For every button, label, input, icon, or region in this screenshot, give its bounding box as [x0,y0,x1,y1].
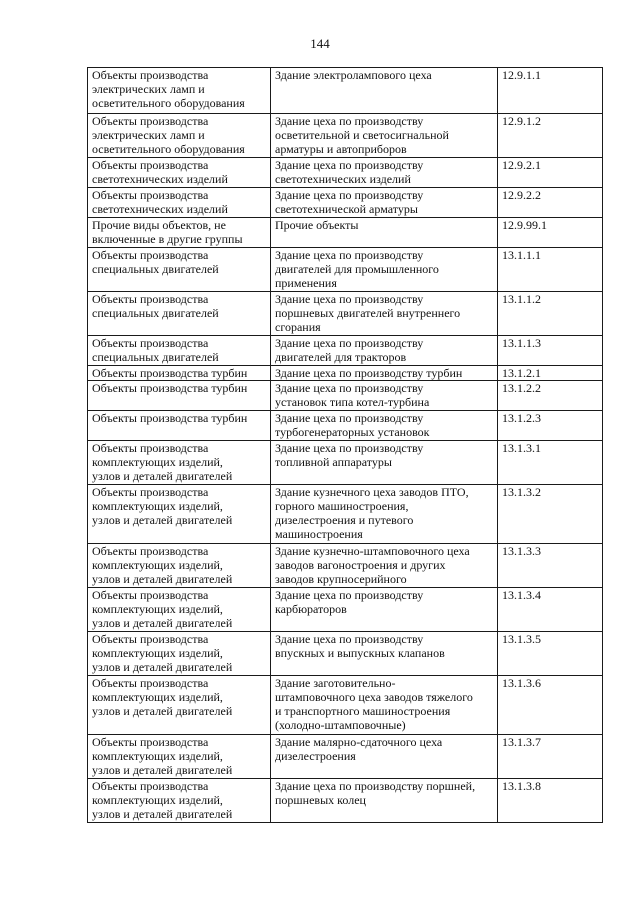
object-group-cell: Объекты производства турбин [88,411,271,441]
building-type-cell: Здание электролампового цеха [271,68,498,114]
code-cell: 13.1.3.2 [498,485,603,544]
building-type-cell: Здание цеха по производству впускных и выпускных клапанов [271,632,498,676]
building-type-cell: Здание цеха по производству карбюраторов [271,588,498,632]
code-cell: 13.1.3.3 [498,544,603,588]
table-row [88,544,603,588]
building-type-cell: Здание цеха по производству турбин [271,366,498,381]
object-group-cell: Объекты производства комплектующих изделий, узлов и деталей двигателей [88,676,271,735]
table-row [88,632,603,676]
code-cell: 12.9.2.1 [498,158,603,188]
classification-table [87,67,603,823]
building-type-cell: Здание цеха по производству светотехнической арматуры [271,188,498,218]
page-number: 144 [310,36,330,51]
object-group-cell: Объекты производства специальных двигателей [88,292,271,336]
object-group-cell: Объекты производства комплектующих изделий, узлов и деталей двигателей [88,632,271,676]
table-row [88,158,603,188]
object-group-cell: Прочие виды объектов, не включенные в другие группы [88,218,271,248]
object-group-cell: Объекты производства светотехнических изделий [88,188,271,218]
table-row [88,68,603,114]
object-group-cell: Объекты производства комплектующих изделий, узлов и деталей двигателей [88,735,271,779]
object-group-cell: Объекты производства комплектующих изделий, узлов и деталей двигателей [88,779,271,823]
code-cell: 13.1.1.3 [498,336,603,366]
table-row [88,411,603,441]
building-type-cell: Здание цеха по производству установок типа котел-турбина [271,381,498,411]
object-group-cell: Объекты производства специальных двигателей [88,336,271,366]
code-cell: 13.1.2.2 [498,381,603,411]
building-type-cell: Здание малярно-сдаточного цеха дизелестроения [271,735,498,779]
object-group-cell: Объекты производства специальных двигателей [88,248,271,292]
table-row [88,485,603,544]
building-type-cell: Здание цеха по производству осветительной и светосигнальной арматуры и автоприборов [271,114,498,158]
object-group-cell: Объекты производства светотехнических изделий [88,158,271,188]
building-type-cell: Здание цеха по производству поршневых двигателей внутреннего сгорания [271,292,498,336]
table-row [88,588,603,632]
table-body [88,68,603,823]
code-cell: 13.1.3.7 [498,735,603,779]
table-row [88,366,603,381]
table-row [88,336,603,366]
code-cell: 13.1.2.1 [498,366,603,381]
table-row [88,676,603,735]
object-group-cell: Объекты производства комплектующих изделий, узлов и деталей двигателей [88,485,271,544]
building-type-cell: Здание кузнечно-штамповочного цеха заводов вагоностроения и других заводов крупносерийного [271,544,498,588]
building-type-cell: Здание цеха по производству двигателей для промышленного применения [271,248,498,292]
object-group-cell: Объекты производства комплектующих изделий, узлов и деталей двигателей [88,544,271,588]
building-type-cell: Здание цеха по производству поршней, поршневых колец [271,779,498,823]
code-cell: 13.1.3.6 [498,676,603,735]
code-cell: 13.1.3.8 [498,779,603,823]
building-type-cell: Здание цеха по производству турбогенераторных установок [271,411,498,441]
building-type-cell: Здание заготовительно- штамповочного цеха заводов тяжелого и транспортного машиностроения (холодно-штамповочные) [271,676,498,735]
table-row [88,381,603,411]
object-group-cell: Объекты производства комплектующих изделий, узлов и деталей двигателей [88,588,271,632]
object-group-cell: Объекты производства электрических ламп и осветительного оборудования [88,68,271,114]
code-cell: 13.1.2.3 [498,411,603,441]
table-row [88,114,603,158]
table-row [88,218,603,248]
table-row [88,292,603,336]
table-row [88,735,603,779]
table-row [88,779,603,823]
code-cell: 12.9.1.1 [498,68,603,114]
building-type-cell: Здание цеха по производству двигателей для тракторов [271,336,498,366]
code-cell: 13.1.1.1 [498,248,603,292]
object-group-cell: Объекты производства турбин [88,381,271,411]
code-cell: 12.9.2.2 [498,188,603,218]
code-cell: 13.1.3.1 [498,441,603,485]
code-cell: 13.1.3.4 [498,588,603,632]
code-cell: 13.1.3.5 [498,632,603,676]
building-type-cell: Прочие объекты [271,218,498,248]
code-cell: 13.1.1.2 [498,292,603,336]
building-type-cell: Здание кузнечного цеха заводов ПТО, горного машиностроения, дизелестроения и путевого машиностроения [271,485,498,544]
object-group-cell: Объекты производства комплектующих изделий, узлов и деталей двигателей [88,441,271,485]
code-cell: 12.9.1.2 [498,114,603,158]
table-row [88,441,603,485]
object-group-cell: Объекты производства турбин [88,366,271,381]
object-group-cell: Объекты производства электрических ламп и осветительного оборудования [88,114,271,158]
code-cell: 12.9.99.1 [498,218,603,248]
building-type-cell: Здание цеха по производству топливной аппаратуры [271,441,498,485]
table-row [88,188,603,218]
table-row [88,248,603,292]
building-type-cell: Здание цеха по производству светотехнических изделий [271,158,498,188]
